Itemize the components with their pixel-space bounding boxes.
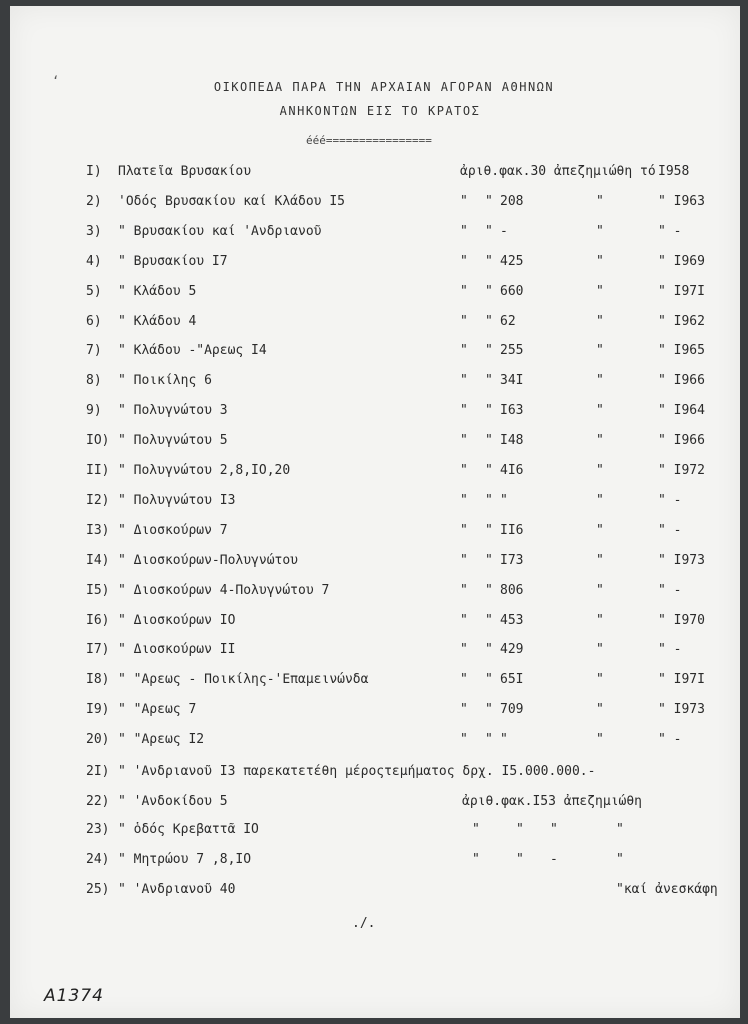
page-continuation-mark: ./. bbox=[352, 916, 376, 931]
list-item bbox=[0, 553, 748, 573]
file-number: 429 bbox=[500, 642, 524, 657]
compensation-year: " - bbox=[658, 493, 682, 508]
item-name: " "Αρεως 7 bbox=[118, 702, 197, 717]
item-name: " 'Ανδοκίδου 5 bbox=[118, 794, 228, 809]
item-number: 22) bbox=[86, 794, 110, 809]
item-number: 2I) bbox=[86, 764, 110, 779]
ditto-mark: " bbox=[472, 822, 480, 837]
ditto-mark: " bbox=[596, 702, 604, 717]
compensation-year: " I966 bbox=[658, 373, 705, 388]
list-item bbox=[0, 314, 748, 334]
ditto-mark: " bbox=[596, 194, 604, 209]
file-number: 62 bbox=[500, 314, 516, 329]
file-number: 4I6 bbox=[500, 463, 524, 478]
item-number: 9) bbox=[86, 403, 102, 418]
item-name: " Πολυγνώτου 3 bbox=[118, 403, 228, 418]
title-underline: ééé================ bbox=[306, 134, 432, 147]
list-item bbox=[0, 822, 748, 842]
list-item bbox=[0, 463, 748, 483]
item-name: " ὁδός Κρεβαττᾶ IO bbox=[118, 822, 259, 837]
ditto-mark: " bbox=[596, 343, 604, 358]
file-number: " bbox=[500, 493, 508, 508]
item-number: I8) bbox=[86, 672, 110, 687]
ditto-mark: " bbox=[516, 852, 524, 867]
item-name: " Πολυγνώτου 2,8,IO,20 bbox=[118, 463, 291, 478]
list-item bbox=[0, 194, 748, 214]
ditto-mark: " bbox=[460, 493, 468, 508]
ditto-mark: " bbox=[460, 732, 468, 747]
ditto-mark: " bbox=[460, 523, 468, 538]
list-item bbox=[0, 642, 748, 662]
compensation-year: " I973 bbox=[658, 702, 705, 717]
ditto-mark: " bbox=[485, 642, 493, 657]
ditto-mark: " bbox=[472, 852, 480, 867]
file-number: 65I bbox=[500, 672, 524, 687]
ditto-mark: " bbox=[596, 493, 604, 508]
ditto-mark: " bbox=[596, 224, 604, 239]
ditto-mark: " bbox=[460, 194, 468, 209]
file-number: 709 bbox=[500, 702, 524, 717]
item-name: " "Αρεως - Ποικίλης-'Επαμεινώνδα bbox=[118, 672, 369, 687]
ditto-mark: " bbox=[460, 254, 468, 269]
list-item bbox=[0, 583, 748, 603]
document-title-line2: ΑΝΗΚΟΝΤΩΝ ΕΙΣ ΤΟ ΚΡΑΤΟΣ bbox=[279, 104, 481, 118]
item-name: " Πολυγνώτου 5 bbox=[118, 433, 228, 448]
list-item bbox=[0, 523, 748, 543]
ditto-mark: " bbox=[485, 433, 493, 448]
ditto-mark: " bbox=[460, 583, 468, 598]
ditto-mark: " bbox=[485, 613, 493, 628]
ditto-mark: " bbox=[460, 613, 468, 628]
compensation-year: " - bbox=[658, 732, 682, 747]
list-item bbox=[0, 164, 748, 184]
item-name: " Ποικίλης 6 bbox=[118, 373, 212, 388]
ditto-mark: " bbox=[596, 373, 604, 388]
compensation-year: " - bbox=[658, 523, 682, 538]
compensation-year: " I969 bbox=[658, 254, 705, 269]
list-item bbox=[0, 284, 748, 304]
ditto-mark: " bbox=[596, 642, 604, 657]
list-item bbox=[0, 343, 748, 363]
item-file-note: ἀριθ.φακ.I53 ἀπεζημιώθη bbox=[462, 794, 643, 809]
ditto-mark: " bbox=[596, 284, 604, 299]
item-name: " Πολυγνώτου I3 bbox=[118, 493, 236, 508]
file-number: I48 bbox=[500, 433, 524, 448]
item-number: I9) bbox=[86, 702, 110, 717]
item-number: I5) bbox=[86, 583, 110, 598]
item-number: II) bbox=[86, 463, 110, 478]
ditto-mark: " bbox=[485, 583, 493, 598]
item-name: " Διοσκούρων II bbox=[118, 642, 236, 657]
ditto-mark: " bbox=[616, 852, 624, 867]
ditto-mark: " bbox=[485, 553, 493, 568]
item-number: 6) bbox=[86, 314, 102, 329]
ditto-mark: " bbox=[460, 642, 468, 657]
ditto-mark: " bbox=[596, 583, 604, 598]
file-number: I73 bbox=[500, 553, 524, 568]
ditto-mark: " bbox=[460, 314, 468, 329]
item-name: 'Οδός Βρυσακίου καί Κλάδου I5 bbox=[118, 194, 345, 209]
file-number: 208 bbox=[500, 194, 524, 209]
ditto-mark: " bbox=[596, 433, 604, 448]
item-name: " Διοσκούρων IO bbox=[118, 613, 236, 628]
compensation-year: " I962 bbox=[658, 314, 705, 329]
ditto-mark: " bbox=[596, 732, 604, 747]
ditto-mark: " bbox=[485, 194, 493, 209]
compensation-year: " I970 bbox=[658, 613, 705, 628]
list-item bbox=[0, 794, 748, 814]
item-number: 20) bbox=[86, 732, 110, 747]
file-number: 453 bbox=[500, 613, 524, 628]
item-name: " Διοσκούρων 4-Πολυγνώτου 7 bbox=[118, 583, 330, 598]
compensation-year: " I963 bbox=[658, 194, 705, 209]
list-item bbox=[0, 672, 748, 692]
ditto-mark: " bbox=[460, 672, 468, 687]
item-name: " Βρυσακίου καί 'Ανδριανοῦ bbox=[118, 224, 322, 239]
item-name: " Διοσκούρων-Πολυγνώτου bbox=[118, 553, 299, 568]
ditto-mark: " bbox=[460, 702, 468, 717]
item-number: 25) bbox=[86, 882, 110, 897]
list-item bbox=[0, 732, 748, 752]
ditto-mark: " bbox=[485, 314, 493, 329]
ditto-mark: " bbox=[460, 284, 468, 299]
item-number: I3) bbox=[86, 523, 110, 538]
ditto-mark: " bbox=[485, 373, 493, 388]
file-number: 255 bbox=[500, 343, 524, 358]
item-number: I7) bbox=[86, 642, 110, 657]
item-number: 8) bbox=[86, 373, 102, 388]
compensation-year: " I964 bbox=[658, 403, 705, 418]
ditto-mark: " bbox=[485, 672, 493, 687]
compensation-year: I958 bbox=[658, 164, 690, 179]
ditto-mark: " bbox=[596, 314, 604, 329]
ditto-mark: ἀριθ.φακ.30 ἀπεζημιώθη τό bbox=[460, 164, 656, 179]
file-number: I63 bbox=[500, 403, 524, 418]
list-item bbox=[0, 433, 748, 453]
compensation-year: " I97I bbox=[658, 284, 705, 299]
ditto-mark: " bbox=[550, 822, 558, 837]
compensation-year: " - bbox=[658, 583, 682, 598]
compensation-year: " I972 bbox=[658, 463, 705, 478]
item-name: " Κλάδου 4 bbox=[118, 314, 197, 329]
list-item bbox=[0, 764, 748, 784]
compensation-year: " I97I bbox=[658, 672, 705, 687]
ditto-mark: " bbox=[596, 672, 604, 687]
file-number: " bbox=[500, 732, 508, 747]
ditto-mark: " bbox=[485, 284, 493, 299]
ditto-mark: " bbox=[460, 373, 468, 388]
ditto-mark: " bbox=[485, 523, 493, 538]
compensation-year: " I966 bbox=[658, 433, 705, 448]
ditto-mark: " bbox=[485, 343, 493, 358]
ditto-mark: " bbox=[596, 254, 604, 269]
item-name: " Κλάδου -"Αρεως I4 bbox=[118, 343, 267, 358]
list-item bbox=[0, 254, 748, 274]
document-title-line1: ΟΙΚΟΠΕΔΑ ΠΑΡΑ ΤΗΝ ΑΡΧΑΙΑΝ ΑΓΟΡΑΝ ΑΘΗΝΩΝ bbox=[213, 80, 555, 94]
ditto-mark: " bbox=[516, 822, 524, 837]
item-number: 4) bbox=[86, 254, 102, 269]
ditto-mark: " bbox=[460, 463, 468, 478]
list-item bbox=[0, 882, 748, 902]
file-number: 34I bbox=[500, 373, 524, 388]
item-number: IO) bbox=[86, 433, 110, 448]
item-number: I6) bbox=[86, 613, 110, 628]
ditto-mark: " bbox=[596, 463, 604, 478]
ditto-mark: " bbox=[485, 254, 493, 269]
item-number: I) bbox=[86, 164, 102, 179]
ditto-mark: " bbox=[460, 553, 468, 568]
item-name: " 'Ανδριανοῦ 40 bbox=[118, 882, 236, 897]
item-name: " "Αρεως I2 bbox=[118, 732, 205, 747]
item-name: " Μητρώου 7 ,8,IO bbox=[118, 852, 252, 867]
item-number: 23) bbox=[86, 822, 110, 837]
ditto-mark: " bbox=[596, 403, 604, 418]
ditto-mark: " bbox=[460, 433, 468, 448]
compensation-year: " - bbox=[658, 224, 682, 239]
compensation-year: " I973 bbox=[658, 553, 705, 568]
item-name: " Διοσκούρων 7 bbox=[118, 523, 228, 538]
item-note: "καί ἀνεσκάφη bbox=[616, 882, 718, 897]
item-name: Πλατεῖα Βρυσακίου bbox=[118, 164, 252, 179]
compensation-year: " - bbox=[658, 642, 682, 657]
list-item bbox=[0, 613, 748, 633]
ditto-mark: " bbox=[460, 224, 468, 239]
ditto-mark: " bbox=[485, 463, 493, 478]
list-item bbox=[0, 493, 748, 513]
file-number: 425 bbox=[500, 254, 524, 269]
ditto-mark: " bbox=[596, 553, 604, 568]
ditto-mark: " bbox=[485, 224, 493, 239]
item-name: " Βρυσακίου I7 bbox=[118, 254, 228, 269]
list-item bbox=[0, 373, 748, 393]
ditto-mark: " bbox=[460, 343, 468, 358]
ditto-mark: " bbox=[596, 523, 604, 538]
item-number: 3) bbox=[86, 224, 102, 239]
file-number: 660 bbox=[500, 284, 524, 299]
list-item bbox=[0, 852, 748, 872]
item-name: " Κλάδου 5 bbox=[118, 284, 197, 299]
ditto-mark: " bbox=[485, 403, 493, 418]
list-item bbox=[0, 224, 748, 244]
list-item bbox=[0, 702, 748, 722]
item-number: 2) bbox=[86, 194, 102, 209]
ditto-mark: " bbox=[616, 822, 624, 837]
ditto-mark: " bbox=[460, 403, 468, 418]
item-number: 7) bbox=[86, 343, 102, 358]
item-text: " 'Ανδριανοῦ I3 παρεκατετέθη μέροςτεμήματος δρχ. I5.000.000.- bbox=[118, 764, 596, 779]
ditto-mark: " bbox=[485, 702, 493, 717]
ditto-mark: " bbox=[596, 613, 604, 628]
item-number: I4) bbox=[86, 553, 110, 568]
file-number: 806 bbox=[500, 583, 524, 598]
handwritten-reference: A1374 bbox=[44, 986, 104, 1006]
file-number: - bbox=[500, 224, 508, 239]
file-number: II6 bbox=[500, 523, 524, 538]
item-number: 5) bbox=[86, 284, 102, 299]
item-number: I2) bbox=[86, 493, 110, 508]
item-number: 24) bbox=[86, 852, 110, 867]
list-item bbox=[0, 403, 748, 423]
ink-speck: ʻ bbox=[52, 74, 60, 88]
ditto-mark: " bbox=[485, 732, 493, 747]
ditto-mark: " bbox=[485, 493, 493, 508]
compensation-year: " I965 bbox=[658, 343, 705, 358]
ditto-mark: - bbox=[550, 852, 558, 867]
